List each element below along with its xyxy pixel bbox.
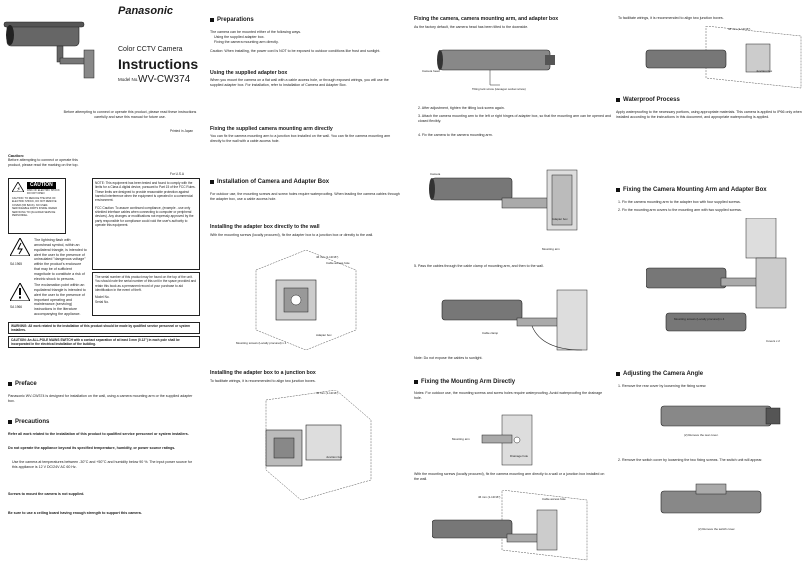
note-sunlight: Note: Do not expose the cables to sunlight. bbox=[414, 356, 483, 360]
label-cable-access-2: Cable access hole bbox=[542, 497, 566, 501]
precautions-heading bbox=[8, 418, 49, 426]
label-remove-switch: (2) Remove the switch cover. bbox=[698, 527, 736, 531]
svg-text:⚡: ⚡ bbox=[16, 186, 21, 192]
brand-logo: Panasonic bbox=[118, 5, 174, 17]
label-mounting-screws: Mounting screws (Locally procured) x 4 bbox=[236, 341, 287, 345]
caution-box-title: CAUTION bbox=[27, 182, 56, 189]
precautions-title: Precautions bbox=[15, 419, 50, 425]
adjust-step-2: 2. Remove the switch cover by loosening the two fixing screws. The switch unit will appear. bbox=[618, 458, 763, 462]
exclamation-text: The exclamation point within an equilateral triangle is intended to alert the user to the presence of important operating and maintenance (servicing) instructions in the literature accompanying the appliance. bbox=[34, 283, 86, 317]
mounting-direct-title: Fixing the Mounting Arm Directly bbox=[421, 379, 516, 385]
adjust-step-1: 1. Remove the rear cover by loosening the fixing screw. bbox=[618, 384, 707, 388]
recommend-text: To facilitate wirings, it is recommended to align two junction boxes. bbox=[618, 16, 724, 20]
fixing-arm-adapter-heading bbox=[616, 186, 767, 194]
serial-box bbox=[92, 272, 200, 316]
lightning-icon bbox=[10, 238, 30, 256]
fcc-box bbox=[92, 178, 200, 270]
serial-no-line: Serial No. bbox=[95, 299, 109, 304]
label-mounting-arm-2: Mounting arm bbox=[452, 437, 470, 441]
preparations-title: Preparations bbox=[217, 17, 254, 23]
fcc-note: NOTE: This equipment has been tested and found to comply with the limits for a Class A digital device, pursuant to Part 15 of the FCC Rules. These limits are designed to provide reasonable protection against harmful interference when the equipment is operated in a commercial environment. bbox=[95, 181, 196, 203]
label-dim-2: 46 mm (1-13/16") bbox=[478, 495, 501, 499]
adjust-heading bbox=[616, 370, 703, 378]
fixing-arm-heading: Fixing the supplied camera mounting arm directly bbox=[210, 126, 333, 132]
sa1965-label: SA 1965 bbox=[10, 262, 23, 266]
caution-mains-text: CAUTION: An ALL-POLE MAINS SWITCH with a contact separation of at least 3 mm (0.12") in each pole shall be incorporated in the electrical installation of the building. bbox=[11, 338, 180, 347]
column-2 bbox=[206, 0, 404, 575]
label-junction-box-2: Junction box bbox=[756, 69, 773, 73]
sa1966-label: SA 1966 bbox=[10, 305, 23, 309]
label-dim-1: 46 mm (1-13/16") bbox=[316, 255, 339, 259]
model-number: WV-CW374 bbox=[138, 74, 191, 85]
mounting-direct-heading bbox=[414, 378, 515, 386]
printed-in: Printed in Japan bbox=[170, 129, 194, 133]
adapter-wall-text: With the mounting screws (locally procured), fix the adapter box to a junction box or directly to the wall. bbox=[210, 233, 374, 237]
caution-title: Caution: bbox=[8, 153, 25, 158]
caution-lead: Before attempting to connect or operate this product, please read the marking on the top. bbox=[8, 158, 79, 167]
warning-text: WARNING: All work related to the installation of this product should be made by qualified service personnel or system installers. bbox=[11, 324, 191, 333]
waterproof-text: Apply waterproofing to the necessary portions, using appropriate materials. This camera is applied to IP66 only when installed according to the instructions in this document, and appropriate waterproofing is applied. bbox=[616, 110, 802, 119]
label-covers: Covers x 2 bbox=[766, 339, 780, 343]
column-4: To facilitate wirings, it is recommended to align two junction boxes. 46 mm (1-13/16") Junction box Waterproof Process Apply waterproofing to the necessary portions, using appropriate materials. This camera is applied to IP66 only when installed according to the instructions in this document, and appropriate waterproofing is applied. Fixing the Camera Mounting Arm and Adapter Box 1. Fix the camera mounting arm to the adapter box with four supplied screws. 2. Fix the mounting arm covers to the mounting arm with two supplied screws. Mounting screws (Locally procured) x 4 Covers x 2 Adjusting the Camera Angle 1. Remove the rear cover by loosening the fixing screw. (2) Remove the rear cover. 2. Remove the switch cover by loosening the two fixing screws. The switch unit will appear. (2) Remove the switch cover. bbox=[616, 0, 808, 575]
label-junction-box: Junction box bbox=[326, 455, 343, 459]
column-1 bbox=[0, 0, 202, 575]
lightning-text: The lightning flash with arrowhead symbol, within an equilateral triangle, is intended to alert the user to the presence of uninsulated "dangerous voltage" within the product's enclosure that may be of sufficient magnitude to constitute a risk of electric shock to persons. bbox=[34, 238, 87, 281]
preparations-heading bbox=[210, 16, 254, 24]
caution-mains-box bbox=[8, 336, 200, 348]
precaution-1: Refer all work related to the installation of this product to qualified service personnel or system installers. bbox=[8, 432, 189, 436]
install-heading bbox=[210, 178, 329, 186]
preface-text: Panasonic WV-CW374 is designed for installation on the wall, using a camera mounting arm or the supplied adapter box. bbox=[8, 394, 193, 403]
install-text: For outdoor use, the mounting screws and screw holes require waterproofing. When leading the camera cables through the adapter box, use a cable access hole. bbox=[210, 192, 400, 201]
prep-bullet-1: Using the supplied adapter box. bbox=[214, 35, 265, 39]
adapter-junction-heading: Installing the adapter box to a junction box bbox=[210, 370, 316, 376]
fixing-camera-text: As the factory default, the camera head has been tilted to the downside. bbox=[414, 25, 529, 29]
fixing-arm-adapter-title: Fixing the Camera Mounting Arm and Adapter Box bbox=[623, 187, 767, 193]
label-adapter-box-2: Adapter box bbox=[552, 217, 568, 221]
label-cable-clamp: Cable clamp bbox=[482, 331, 499, 335]
arm-wall-figure bbox=[432, 490, 592, 565]
usa-note: For U.S.A bbox=[170, 172, 184, 176]
caution-box-sub: RISK OF ELECTRIC SHOCK DO NOT OPEN bbox=[27, 189, 60, 196]
using-adapter-heading: Using the supplied adapter box bbox=[210, 70, 288, 76]
caution-box-text: CAUTION: TO REDUCE THE RISK OF ELECTRIC SHOCK, DO NOT REMOVE COVER (OR BACK). NO USER-SERVICEABLE PARTS INSIDE. REFER SERVICING TO QUALIFIED SERVICE PERSONNEL. bbox=[12, 197, 58, 217]
label-remove-rear: (2) Remove the rear cover. bbox=[684, 433, 719, 437]
serial-text: The serial number of this product may be found on the top of the unit. You should note the serial number of this unit in the space provided and retain this book as a permanent record of your purchase to aid identification in the event of theft. bbox=[95, 275, 197, 292]
label-fixing-screws: Mounting screws (Locally procured) x 4 bbox=[674, 317, 725, 321]
switch-cover-figure bbox=[656, 476, 786, 526]
label-dim-1b: 46 mm (1-13/16") bbox=[316, 391, 339, 395]
adapter-wall-heading: Installing the adapter box directly to the wall bbox=[210, 224, 320, 230]
camera-head-figure bbox=[420, 40, 570, 90]
precaution-3: Screws to mount the camera is not supplied. bbox=[8, 492, 85, 496]
prep-caution: Caution: When installing, the power cord is NOT to be exposed to outdoor conditions like frost and sunlight. bbox=[210, 49, 381, 53]
fcc-caution: FCC Caution: To assure continued compliance, (example - use only shielded interface cables when connecting to computer or peripheral devices). Any changes or modifications not expressly approved by the party responsible for compliance could void the user's authority to operate this equipment. bbox=[95, 205, 194, 227]
preface-heading bbox=[8, 380, 37, 388]
cable-clamp-figure bbox=[432, 280, 602, 360]
preface-title: Preface bbox=[15, 381, 37, 387]
using-adapter-text: When you mount the camera on a flat wall with a cable access hole, or through exposed wirings, you will use the supplied adapter box. For installation, refer to Installation of Camera and Adapter Box. bbox=[210, 78, 389, 87]
column-3: Fixing the camera, camera mounting arm, and adapter box As the factory default, the camera head has been tilted to the downside. Camera head Tilting lock screw (Hexagon socket screw) 2. After adjustment, tighten the tilting lock screw again. 3. Attach the camera mounting arm to the left or right hinges of adapter box, so that the mounting arm can be opened and closed flexibly. 4. Fix the camera to the camera mounting arm. Camera Mounting arm Adapter box 5. Pass the cables through the cable clamp of mounting arm, and then to the wall. Cable clamp Note: Do not expose the cables to sunlight. Fixing the Mounting Arm Directly Notes: For outdoor use, the mounting screws and screw holes require waterproofing. Avoid waterproofing the drainage hole. Mounting arm Drainage hole With the mounting screws (locally procured), fix the camera mounting arm directly to a wall or a junction box installed on the wall. 46 mm (1-13/16") Cable access hole bbox=[412, 0, 612, 575]
adapter-junction-text: To facilitate wirings, it is recommended to align two junction boxes. bbox=[210, 379, 316, 383]
label-dim-3: 46 mm (1-13/16") bbox=[728, 27, 751, 31]
doc-title: Instructions bbox=[118, 56, 199, 72]
waterproof-title: Waterproof Process bbox=[623, 97, 680, 103]
waterproof-heading bbox=[616, 96, 680, 104]
lightning-warning-icon bbox=[12, 182, 24, 192]
camera-arm-figure bbox=[422, 150, 602, 240]
precaution-note: Use the camera at temperatures between -30°C and +50°C and humidity below 90 %. The input power source for this appliance is 12 V DC/24V AC 60 Hz. bbox=[12, 460, 193, 469]
warning-box bbox=[8, 322, 200, 334]
fixing-camera-heading: Fixing the camera, camera mounting arm, and adapter box bbox=[414, 16, 559, 22]
label-tilting-lock: Tilting lock screw (Hexagon socket screw) bbox=[472, 87, 526, 91]
camera-illustration bbox=[2, 10, 97, 85]
preparations-text: The camera can be mounted either of the following ways. bbox=[210, 30, 302, 34]
model-no-line: Model No. bbox=[95, 295, 110, 300]
label-camera: Camera bbox=[430, 172, 441, 176]
exclamation-icon bbox=[10, 283, 30, 301]
rear-cover-figure bbox=[656, 396, 786, 432]
adapter-box-junction-figure bbox=[246, 390, 376, 500]
caution-box bbox=[8, 178, 66, 234]
junction-figure bbox=[636, 26, 806, 92]
fixing-arm-text: You can fix the camera mounting arm to a junction box installed on the wall. You can fix the camera mounting arm directly to the wall with a cable access hole. bbox=[210, 134, 391, 143]
label-camera-head: Camera head bbox=[422, 69, 440, 73]
mounting-arm-direct-figure bbox=[472, 410, 552, 470]
precaution-2: Do not operate the appliance beyond its specified temperature, humidity, or power source ratings. bbox=[8, 446, 176, 450]
label-mounting-arm: Mounting arm bbox=[542, 247, 560, 251]
install-title: Installation of Camera and Adapter Box bbox=[217, 179, 330, 185]
prep-bullet-2: Fixing the camera mounting arm directly. bbox=[214, 40, 279, 44]
label-drainage: Drainage hole bbox=[510, 454, 528, 458]
before-note: Before attempting to connect or operate this product, please read these instructions carefully and save this manual for future use. bbox=[63, 110, 197, 119]
model-label: Model No. bbox=[118, 77, 139, 82]
adjust-title: Adjusting the Camera Angle bbox=[623, 371, 704, 377]
precaution-4: Be sure to use a ceiling board having enough strength to support this camera. bbox=[8, 511, 142, 515]
product-type: Color CCTV Camera bbox=[118, 46, 183, 53]
label-cable-access: Cable access hole bbox=[326, 261, 350, 265]
label-adapter-box: Adapter box bbox=[316, 333, 332, 337]
